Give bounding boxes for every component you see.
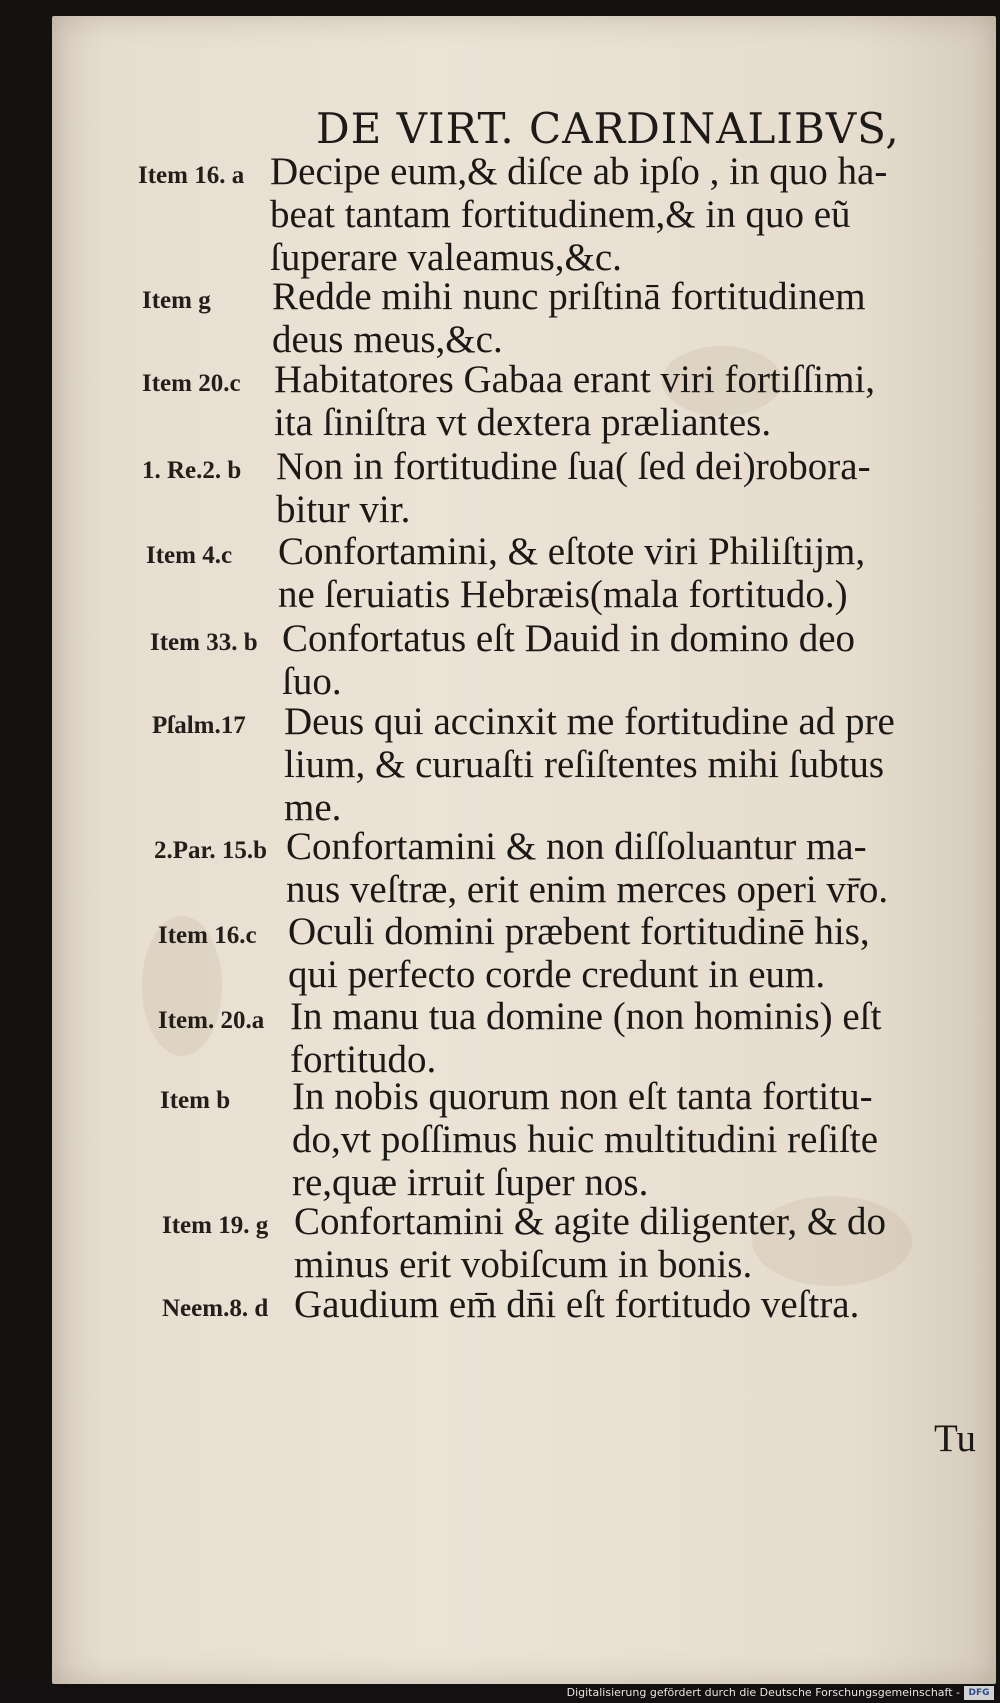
text-line: bitur vir.: [276, 488, 411, 531]
dfg-logo: DFG: [964, 1686, 994, 1700]
text-line: ne ſeruiatis Hebræis(mala fortitudo.): [278, 573, 848, 616]
text-line: deus meus,&c.: [272, 318, 503, 361]
text-line: lium, & curuaſti reſiſtentes mihi ſubtus: [284, 743, 885, 786]
margin-reference: Item 33. b: [150, 629, 258, 656]
footer-credit: Digitalisierung gefördert durch die Deutsche Forschungsgemeinschaft -: [566, 1686, 960, 1699]
text-line: do,vt poſſimus huic multitudini reſiſte: [292, 1118, 879, 1161]
text-line: Confortamini & non diſſoluantur ma-: [286, 825, 867, 868]
text-line: me.: [284, 786, 342, 829]
text-line: nus veſtræ, erit enim merces operi vr̄o.: [286, 868, 889, 911]
text-line: In manu tua domine (non hominis) eſt: [290, 995, 882, 1038]
text-line: Deus qui accinxit me fortitudine ad pre: [284, 700, 895, 743]
text-line: re,quæ irruit ſuper nos.: [292, 1161, 649, 1204]
text-line: qui perfecto corde credunt in eum.: [288, 953, 826, 996]
text-line: minus erit vobiſcum in bonis.: [294, 1243, 753, 1286]
margin-reference: Item 4.c: [146, 542, 233, 569]
text-line: fortitudo.: [290, 1038, 437, 1081]
margin-reference: Item 16. a: [138, 162, 245, 189]
margin-reference: Neem.8. d: [162, 1295, 269, 1322]
margin-reference: 2.Par. 15.b: [154, 837, 267, 864]
text-line: Gaudium em̄ dn̄i eſt fortitudo veſtra.: [294, 1283, 860, 1326]
text-line: Oculi domini præbent fortitudinē his,: [288, 910, 870, 953]
margin-reference: Item 20.c: [142, 370, 241, 397]
margin-reference: Pſalm.17: [152, 712, 246, 739]
margin-reference: Item 19. g: [162, 1212, 269, 1239]
margin-reference: Item 16.c: [158, 922, 257, 949]
text-line: ſuperare valeamus,&c.: [270, 236, 622, 279]
margin-reference: 1. Re.2. b: [142, 457, 242, 484]
text-line: ſuo.: [282, 660, 342, 703]
text-line: Decipe eum,& diſce ab ipſo , in quo ha-: [270, 150, 888, 193]
margin-reference: Item b: [160, 1087, 231, 1114]
text-line: beat tantam fortitudinem,& in quo eũ: [270, 193, 851, 236]
text-line: ita ſiniſtra vt dextera præliantes.: [274, 401, 772, 444]
text-line: Non in fortitudine ſua( ſed dei)robora-: [276, 445, 871, 488]
text-line: Confortamini & agite diligenter, & do: [294, 1200, 886, 1243]
text-line: Confortamini, & eſtote viri Philiſtijm,: [278, 530, 866, 573]
text-line: Habitatores Gabaa erant viri fortiſſimi,: [274, 358, 876, 401]
margin-reference: Item g: [142, 287, 211, 314]
margin-reference: Item. 20.a: [158, 1007, 265, 1034]
text-line: In nobis quorum non eſt tanta fortitu-: [292, 1075, 873, 1118]
text-line: Confortatus eſt Dauid in domino deo: [282, 617, 856, 660]
catchword: Tu: [934, 1417, 976, 1460]
running-head: DE VIRT. CARDINALIBVS,: [316, 104, 900, 153]
text-line: Redde mihi nunc priſtinā fortitudinem: [272, 275, 866, 318]
